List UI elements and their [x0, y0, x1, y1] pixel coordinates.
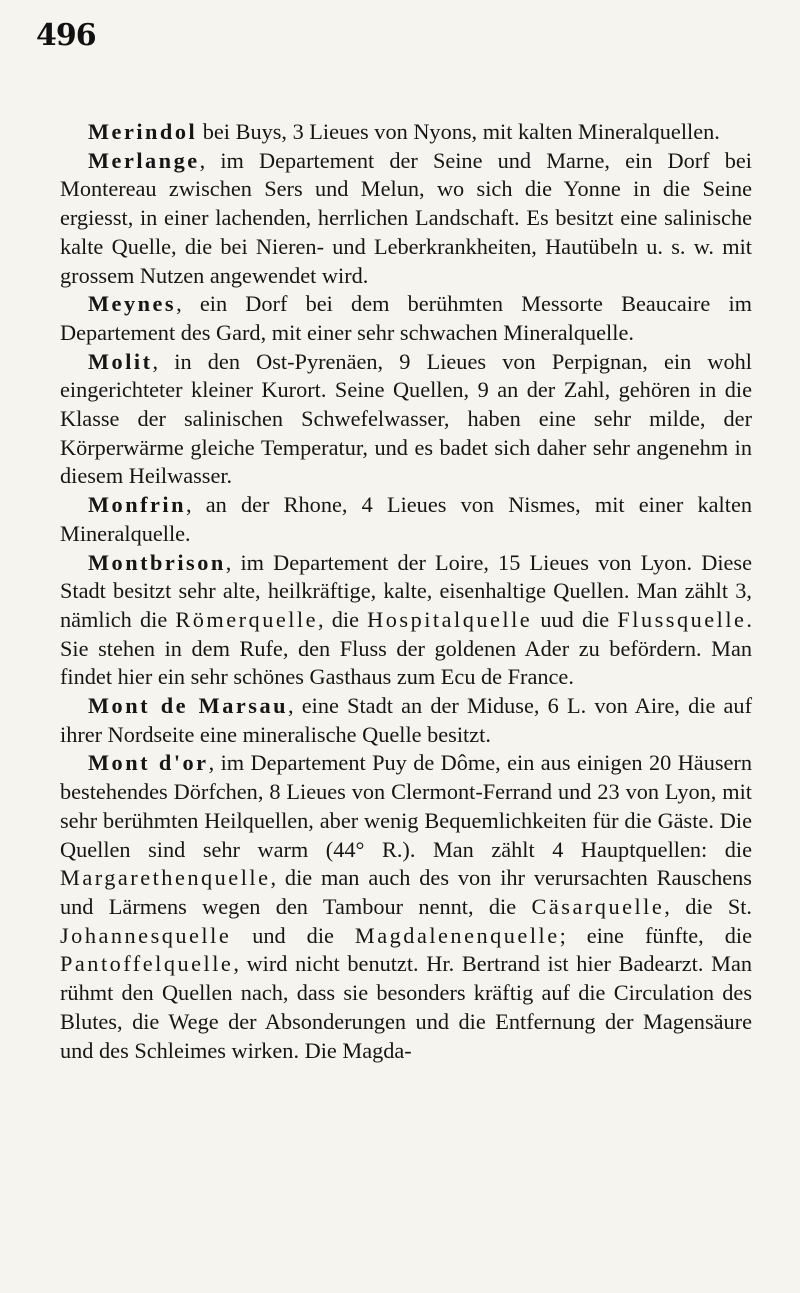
- emphasized-term: Flussquelle: [617, 606, 747, 632]
- entry-paragraph: [60, 348, 752, 492]
- entry-headword: Merindol: [88, 119, 198, 144]
- entry-paragraph: [60, 749, 752, 1065]
- entry-text: und die: [231, 922, 355, 948]
- entry-text: , an der Rhone, 4 Lieues von Nismes, mit einer kalten Mineralquelle.: [60, 492, 752, 546]
- entry-paragraph: [60, 549, 752, 693]
- entry-paragraph: [60, 118, 752, 147]
- entry-text: , die: [318, 606, 368, 632]
- emphasized-term: Johannesquelle: [60, 922, 232, 948]
- entry-headword: Meynes: [88, 291, 177, 317]
- entry-text: , ein Dorf bei dem berühmten Messorte Beaucaire im Departement des Gard, mit einer sehr schwachen Mineralquelle.: [60, 291, 752, 345]
- emphasized-term: Margarethenquelle: [60, 865, 271, 891]
- entry-text: , eine Stadt an der Miduse, 6 L. von Aire, die auf ihrer Nordseite eine mineralische Quelle besitzt.: [60, 693, 752, 747]
- entry-text: , die St.: [664, 893, 752, 919]
- entry-text: , im Departement Puy de Dôme, ein aus einigen 20 Häusern bestehendes Dörfchen, 8 Lieues von Clermont-Ferrand und 23 von Lyon, mit sehr berühmten Heilquellen, aber wenig Bequemlichkeiten für die Gäste. Die Quellen sind sehr warm (44° R.). Man zählt 4 Hauptquellen: die: [60, 750, 752, 862]
- entry-headword: Molit: [88, 348, 153, 374]
- entry-headword: Monfrin: [88, 492, 187, 518]
- entry-text: , im Departement der Seine und Marne, ein Dorf bei Montereau zwischen Sers und Melun, wo sich die Yonne in die Seine ergiesst, in einer lachenden, herrlichen Landschaft. Es besitzt eine salinische kalte Quelle, die bei Nieren- und Leberkrankheiten, Hautübeln u. s. w. mit grossem Nutzen angewendet wird.: [60, 147, 752, 288]
- entry-text: uud die: [532, 606, 618, 632]
- entry-text: , in den Ost-Pyrenäen, 9 Lieues von Perpignan, ein wohl eingerichteter kleiner Kurort. Seine Quellen, 9 an der Zahl, gehören in die Klasse der salinischen Schwefelwasser, haben eine sehr milde, der Körperwärme gleiche Temperatur, und es badet sich daher sehr angenehm in diesem Heilwasser.: [60, 348, 752, 489]
- body-text: [60, 118, 752, 1065]
- entry-text: . Sie stehen in dem Rufe, den Fluss der goldenen Ader zu befördern. Man findet hier ein sehr schönes Gasthaus zum Ecu de France.: [60, 606, 752, 690]
- entry-text: ; eine fünfte, die: [559, 922, 752, 948]
- entry-headword: Montbrison: [88, 549, 226, 575]
- page-number: 496: [36, 18, 96, 53]
- emphasized-term: Römerquelle: [175, 606, 319, 632]
- entry-text: , im Departement der Loire, 15 Lieues von Lyon. Diese Stadt besitzt sehr alte, heilkräftige, kalte, eisenhaltige Quellen. Man zählt 3, nämlich die: [60, 549, 752, 632]
- emphasized-term: Cäsarquelle: [531, 893, 665, 919]
- emphasized-term: Pantoffelquelle: [60, 951, 234, 977]
- entry-headword: Mont d'or: [88, 750, 209, 776]
- entry-headword: Mont de Marsau: [88, 693, 288, 719]
- emphasized-term: Magdalenenquelle: [354, 922, 560, 948]
- entry-paragraph: [60, 147, 752, 291]
- entry-paragraph: [60, 290, 752, 347]
- emphasized-term: Hospitalquelle: [367, 606, 533, 632]
- entry-text: bei Buys, 3 Lieues von Nyons, mit kalten Mineralquellen.: [197, 119, 720, 144]
- entry-headword: Merlange: [88, 147, 200, 173]
- entry-paragraph: [60, 692, 752, 749]
- entry-text: , wird nicht benutzt. Hr. Bertrand ist hier Badearzt. Man rühmt den Quellen nach, dass sie besonders kräftig auf die Circulation des Blutes, die Wege der Absonderungen und die Entfernung der Magensäure und des Schleimes wirken. Die Magda-: [60, 951, 752, 1063]
- entry-text: , die man auch des von ihr verursachten Rauschens und Lärmens wegen den Tambour nennt, die: [60, 865, 752, 919]
- entry-paragraph: [60, 491, 752, 548]
